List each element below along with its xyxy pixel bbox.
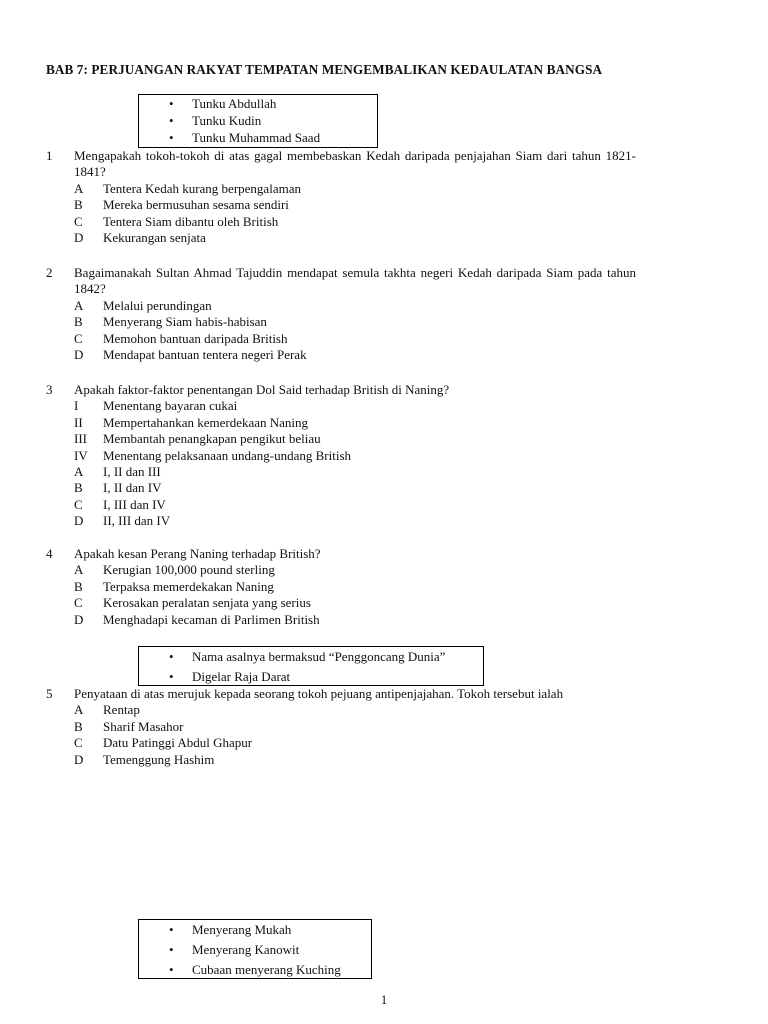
question-number: 4 xyxy=(46,546,53,561)
option-d: D II, III dan IV xyxy=(74,513,171,529)
option-d: D Kekurangan senjata xyxy=(74,229,206,245)
option-c: C Datu Patinggi Abdul Ghapur xyxy=(74,735,253,751)
option-b: B I, II dan IV xyxy=(74,480,162,496)
page-number: 1 xyxy=(380,992,388,1007)
bullet-item: • Digelar Raja Darat xyxy=(139,669,483,686)
bullet-item: • Menyerang Kanowit xyxy=(139,942,371,962)
question-text: Apakah faktor-faktor penentangan Dol Said terhadap British di Naning? xyxy=(74,382,450,397)
chapter-title: BAB 7: PERJUANGAN RAKYAT TEMPATAN MENGEMBALIKAN KEDAULATAN BANGSA xyxy=(46,62,603,77)
option-c: C Tentera Siam dibantu oleh British xyxy=(74,213,279,229)
option-b: B Menyerang Siam habis-habisan xyxy=(74,314,267,330)
bullet-item: • Menyerang Mukah xyxy=(139,922,371,942)
option-a: A Rentap xyxy=(74,702,140,718)
option-c: C Memohon bantuan daripada British xyxy=(74,330,288,346)
option-a: A Kerugian 100,000 pound sterling xyxy=(74,562,275,578)
question-number: 3 xyxy=(46,382,53,397)
question-text: Bagaimanakah Sultan Ahmad Tajuddin mendapat semula takhta negeri Kedah daripada Siam pada tahun 1842? xyxy=(74,265,636,297)
option-b: B Sharif Masahor xyxy=(74,718,184,734)
option-d: D Temenggung Hashim xyxy=(74,751,215,767)
question-2 xyxy=(46,265,636,363)
bullet-item: • Tunku Muhammad Saad xyxy=(139,130,377,147)
statement-ii: II Mempertahankan kemerdekaan Naning xyxy=(74,414,309,430)
option-c: C I, III dan IV xyxy=(74,496,166,512)
bullet-list xyxy=(139,649,483,686)
question-number: 1 xyxy=(46,148,53,163)
option-a: A I, II dan III xyxy=(74,463,161,479)
info-box-tokoh-kedah xyxy=(138,94,378,148)
question-text: Mengapakah tokoh-tokoh di atas gagal membebaskan Kedah daripada penjajahan Siam dari tahun 1821-1841? xyxy=(74,148,636,180)
question-number: 5 xyxy=(46,686,53,701)
bullet-list xyxy=(139,96,377,147)
option-c: C Kerosakan peralatan senjata yang serius xyxy=(74,595,311,611)
option-b: B Mereka bermusuhan sesama sendiri xyxy=(74,197,289,213)
statement-iv: IV Menentang pelaksanaan undang-undang British xyxy=(74,447,352,463)
bullet-item: • Cubaan menyerang Kuching xyxy=(139,962,371,979)
bullet-list xyxy=(139,922,371,979)
option-d: D Menghadapi kecaman di Parlimen British xyxy=(74,611,320,627)
question-3 xyxy=(46,382,636,530)
option-a: A Tentera Kedah kurang berpengalaman xyxy=(74,180,301,196)
bullet-item: • Nama asalnya bermaksud “Penggoncang Dunia” xyxy=(139,649,483,669)
question-text: Penyataan di atas merujuk kepada seorang tokoh pejuang antipenjajahan. Tokoh tersebut ialah xyxy=(74,686,564,701)
option-b: B Terpaksa memerdekakan Naning xyxy=(74,578,274,594)
question-text: Apakah kesan Perang Naning terhadap British? xyxy=(74,546,321,561)
statement-iii: III Membantah penangkapan pengikut beliau xyxy=(74,431,321,447)
info-box-tokoh-clue xyxy=(138,646,484,686)
option-d: D Mendapat bantuan tentera negeri Perak xyxy=(74,346,307,362)
question-1 xyxy=(46,148,636,246)
question-number: 2 xyxy=(46,265,53,280)
option-a: A Melalui perundingan xyxy=(74,297,212,313)
bullet-item: • Tunku Abdullah xyxy=(139,96,377,113)
info-box-serangan xyxy=(138,919,372,979)
bullet-item: • Tunku Kudin xyxy=(139,113,377,130)
question-5 xyxy=(46,686,636,768)
question-4 xyxy=(46,546,636,628)
statement-i: I Menentang bayaran cukai xyxy=(74,398,238,414)
